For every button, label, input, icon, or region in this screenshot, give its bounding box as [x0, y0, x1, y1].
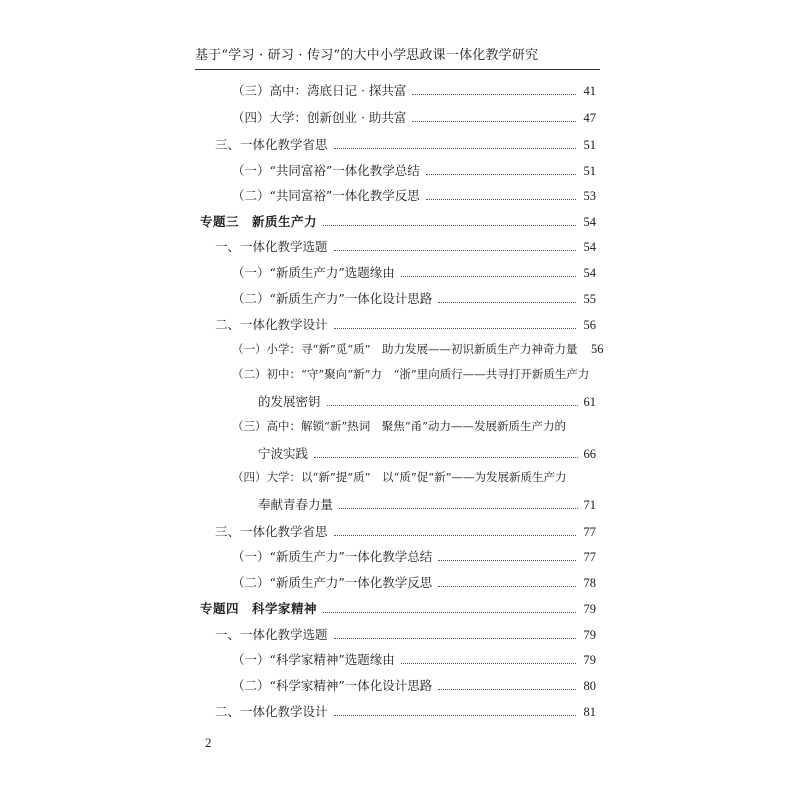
- toc-entry-title: （三）高中：湾底日记 · 探共富: [232, 83, 407, 98]
- toc-entry-page: 53: [583, 189, 596, 203]
- toc-entry-title: 三、一体化教学省思: [215, 524, 328, 539]
- toc-entry-title: （二）“新质生产力”一体化教学反思: [232, 575, 433, 590]
- toc-entry-page: 56: [591, 342, 604, 356]
- toc-entry-title: （一）“科学家精神”选题缘由: [232, 652, 395, 667]
- toc-entry-page: 81: [583, 705, 596, 719]
- toc-entry-page: 56: [583, 318, 596, 332]
- toc-entry-title: 一、一体化教学选题: [215, 627, 328, 642]
- leader-dots: [339, 507, 577, 509]
- toc-entry: [232, 81, 596, 99]
- toc-entry: [232, 469, 596, 485]
- toc-entry-page: 79: [583, 628, 596, 642]
- leader-dots: [438, 585, 576, 587]
- toc-entry-page: 77: [583, 525, 596, 539]
- toc-entry-title: （二）初中：“守”聚向“新”力 “浙”里向质行——共寻打开新质生产力: [232, 367, 590, 381]
- toc-entry-title: （三）高中：解锁“新”热词 聚焦“甬”动力——发展新质生产力的: [232, 419, 567, 433]
- leader-dots: [334, 534, 576, 536]
- toc-entry: [215, 135, 596, 153]
- toc-entry-continuation: [258, 392, 596, 410]
- leader-dots: [334, 147, 576, 149]
- toc-entry: [232, 289, 596, 307]
- toc-entry-page: 77: [583, 550, 596, 564]
- toc-entry: [232, 108, 596, 126]
- toc-entry-title-cont: 宁波实践: [258, 446, 309, 461]
- toc-entry-title: （二）“新质生产力”一体化设计思路: [232, 291, 433, 306]
- toc-entry-title: （一）“共同富裕”一体化教学总结: [232, 163, 420, 178]
- leader-dots: [314, 456, 577, 458]
- leader-dots: [412, 120, 576, 122]
- toc-entry-page: 41: [583, 84, 596, 98]
- toc-entry: [232, 186, 596, 204]
- leader-dots: [426, 198, 576, 200]
- toc-entry: [232, 547, 596, 565]
- toc-entry: [232, 263, 596, 281]
- toc-entry-page: 54: [583, 240, 596, 254]
- toc-entry-page: 54: [583, 266, 596, 280]
- running-head: 基于“学习 · 研习 · 传习”的大中小学思政课一体化教学研究: [195, 48, 539, 63]
- leader-dots: [323, 224, 576, 226]
- toc-entry-title: 专题四 科学家精神: [200, 601, 318, 616]
- toc-entry-page: 51: [583, 138, 596, 152]
- toc-entry: [215, 625, 596, 643]
- leader-dots: [334, 714, 576, 716]
- leader-dots: [438, 688, 576, 690]
- leader-dots: [438, 301, 576, 303]
- toc-entry: [232, 161, 596, 179]
- toc-entry-page: 51: [583, 164, 596, 178]
- toc-entry-title: （一）小学：寻“新”觅“质” 助力发展——初识新质生产力神奇力量: [232, 342, 578, 356]
- leader-dots: [334, 249, 576, 251]
- toc-entry-page: 71: [583, 498, 596, 512]
- leader-dots: [401, 275, 576, 277]
- toc-entry-title: （二）“科学家精神”一体化设计思路: [232, 678, 433, 693]
- toc-entry-title: （一）“新质生产力”选题缘由: [232, 265, 395, 280]
- toc-entry-title: 二、一体化教学设计: [215, 317, 328, 332]
- leader-dots: [334, 327, 576, 329]
- toc-entry-title: 二、一体化教学设计: [215, 704, 328, 719]
- toc-entry-title: （四）大学：以“新”提“质” 以“质”促“新”——为发展新质生产力: [232, 470, 567, 484]
- leader-dots: [438, 559, 576, 561]
- toc-entry-page: 54: [583, 215, 596, 229]
- leader-dots: [334, 637, 576, 639]
- toc-entry: [232, 573, 596, 591]
- header-rule: [195, 69, 600, 70]
- toc-entry-title: 专题三 新质生产力: [200, 214, 318, 229]
- toc-chapter-heading: [200, 212, 596, 230]
- toc-entry-continuation: [258, 444, 596, 462]
- toc-entry-page: 47: [583, 111, 596, 125]
- toc-entry: [232, 676, 596, 694]
- toc-entry: [215, 522, 596, 540]
- toc-entry-title: 三、一体化教学省思: [215, 137, 328, 152]
- leader-dots: [327, 404, 578, 406]
- leader-dots: [323, 611, 576, 613]
- toc-entry-continuation: [258, 495, 596, 513]
- leader-dots: [426, 173, 576, 175]
- toc-entry: [215, 702, 596, 720]
- toc-entry: [232, 341, 604, 357]
- leader-dots: [401, 662, 576, 664]
- toc-entry-title: （一）“新质生产力”一体化教学总结: [232, 549, 433, 564]
- toc-entry-title-cont: 的发展密钥: [258, 394, 321, 409]
- toc-entry-page: 78: [583, 576, 596, 590]
- toc-entry-title: （四）大学：创新创业 · 助共富: [232, 110, 407, 125]
- toc-entry: [215, 237, 596, 255]
- toc-entry-page: 66: [583, 447, 596, 461]
- toc-entry: [215, 315, 596, 333]
- toc-entry-title-cont: 奉献青春力量: [258, 497, 334, 512]
- toc-entry-page: 79: [583, 653, 596, 667]
- toc-entry-page: 61: [583, 395, 596, 409]
- toc-entry-page: 80: [583, 679, 596, 693]
- toc-entry-title: （二）“共同富裕”一体化教学反思: [232, 188, 420, 203]
- toc-entry-title: 一、一体化教学选题: [215, 239, 328, 254]
- toc-entry: [232, 650, 596, 668]
- toc-entry-page: 79: [583, 602, 596, 616]
- toc-entry: [232, 418, 596, 434]
- toc-entry: [232, 366, 596, 382]
- leader-dots: [412, 93, 576, 95]
- toc-chapter-heading: [200, 599, 596, 617]
- toc-entry-page: 55: [583, 292, 596, 306]
- page-number: 2: [205, 735, 212, 750]
